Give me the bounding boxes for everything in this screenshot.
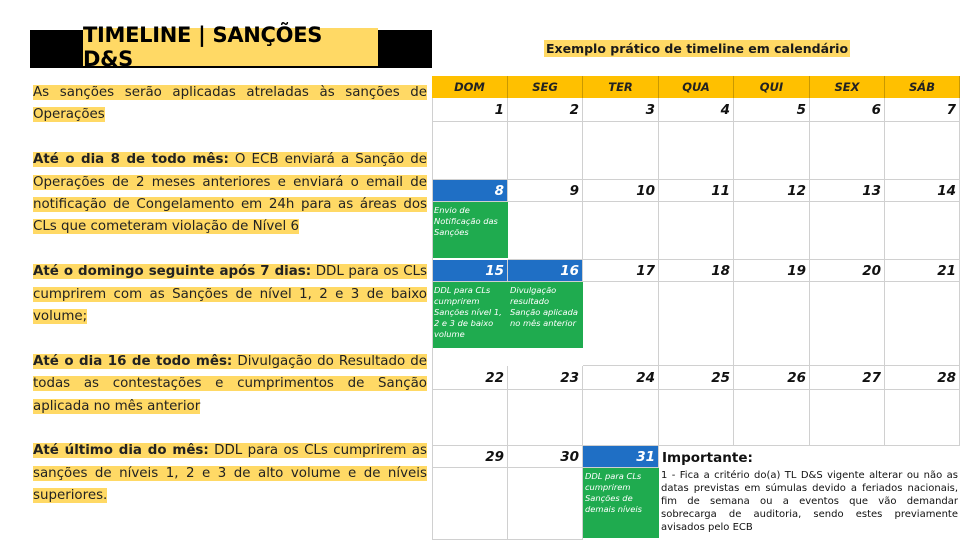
calendar-event: Envio de Notificação das Sanções: [432, 202, 508, 258]
calendar-day-cell: [885, 390, 960, 446]
calendar-day-cell: [659, 202, 734, 260]
weekday-header: SEX: [810, 76, 885, 98]
weekday-header: QUI: [734, 76, 810, 98]
calendar-day-number: 4: [659, 98, 734, 122]
rule-description: As sanções serão aplicadas atreladas às sanções de Operações: [33, 85, 427, 123]
calendar-day-cell: [734, 282, 810, 366]
important-title: Importante:: [662, 450, 753, 466]
rule-paragraph: [33, 82, 427, 127]
rule-highlight: [33, 264, 427, 324]
calendar-day-number: 14: [885, 180, 960, 202]
calendar-day-cell: [508, 390, 583, 446]
calendar-event: DDL para CLs cumprirem Sanções de demais níveis: [583, 468, 659, 538]
calendar-day-number: 10: [583, 180, 659, 202]
calendar-day-number: 9: [508, 180, 583, 202]
calendar-day-cell: [885, 122, 960, 180]
calendar-day-cell: [810, 390, 885, 446]
rule-description: Divulgação do Resultado de todas as contestações e cumprimentos de Sanção aplicada no mês anterior: [33, 353, 427, 414]
calendar-day-number: 6: [810, 98, 885, 122]
calendar-day-number: 19: [734, 260, 810, 282]
calendar-day-number: 8: [432, 180, 508, 202]
page-title: TIMELINE | SANÇÕES D&S: [83, 28, 378, 66]
rule-paragraph: [33, 261, 427, 328]
calendar-day-cell: [659, 282, 734, 366]
calendar-day-number: 22: [432, 366, 508, 390]
calendar-day-cell: [659, 390, 734, 446]
calendar-day-cell: [583, 282, 659, 366]
calendar-day-cell: [508, 122, 583, 180]
calendar-day-cell: [432, 390, 508, 446]
rule-paragraph: [33, 351, 427, 418]
rule-deadline: Até último dia do mês:: [33, 443, 209, 459]
calendar-title: Exemplo prático de timeline em calendário: [546, 41, 849, 56]
calendar-day-number: 27: [810, 366, 885, 390]
weekday-header: DOM: [432, 76, 508, 98]
calendar-day-number: 29: [432, 446, 508, 468]
calendar-day-cell: [734, 202, 810, 260]
calendar-day-cell: [810, 202, 885, 260]
calendar-day-number: 1: [432, 98, 508, 122]
calendar-day-cell: [583, 122, 659, 180]
calendar-day-cell: [810, 282, 885, 366]
calendar-day-cell: [885, 202, 960, 260]
calendar-day-number: 5: [734, 98, 810, 122]
calendar-day-number: 20: [810, 260, 885, 282]
calendar-day-cell: [810, 122, 885, 180]
weekday-header: SÁB: [885, 76, 960, 98]
calendar-day-number: 25: [659, 366, 734, 390]
calendar-day-cell: [432, 468, 508, 540]
calendar-day-number: 17: [583, 260, 659, 282]
calendar-day-number: 31: [583, 446, 659, 468]
rule-deadline: Até o domingo seguinte após 7 dias:: [33, 264, 312, 280]
important-text: 1 - Fica a critério do(a) TL D&S vigente alterar ou não as datas previstas em súmulas devido a feriados nacionais, fim de semana ou a eventos que vão demandar sobrecarga de auditoria, sendo estes previamente avisados pelo ECB: [661, 470, 958, 533]
calendar-day-number: 30: [508, 446, 583, 468]
calendar-day-cell: [885, 282, 960, 366]
rule-highlight: [33, 354, 427, 414]
calendar-border: [432, 98, 433, 540]
calendar-day-number: 15: [432, 260, 508, 282]
calendar-day-cell: [659, 122, 734, 180]
calendar-day-number: 3: [583, 98, 659, 122]
calendar-event: Divulgação resultado Sanção aplicada no mês anterior: [508, 282, 583, 348]
rule-paragraph: [33, 149, 427, 239]
calendar-day-cell: [583, 390, 659, 446]
rule-description: DDL para os CLs cumprirem as sanções de níveis 1, 2 e 3 de alto volume e de níveis superiores.: [33, 443, 427, 504]
calendar-day-number: 12: [734, 180, 810, 202]
calendar-day-cell: [508, 202, 583, 260]
rule-description: O ECB enviará a Sanção de Operações de 2 meses anteriores e enviará o email de notificação de Congelamento em 24h para as áreas dos CLs que cometeram violação de Nível 6: [33, 152, 427, 235]
calendar-day-number: 26: [734, 366, 810, 390]
rule-paragraph: [33, 440, 427, 507]
calendar-day-number: 13: [810, 180, 885, 202]
calendar-day-number: 21: [885, 260, 960, 282]
weekday-header: TER: [583, 76, 659, 98]
calendar-day-number: 7: [885, 98, 960, 122]
rules-text: [33, 82, 427, 508]
rule-deadline: Até o dia 16 de todo mês:: [33, 353, 233, 369]
calendar-day-number: 28: [885, 366, 960, 390]
calendar-day-cell: [583, 202, 659, 260]
calendar-day-number: 18: [659, 260, 734, 282]
calendar-day-number: 11: [659, 180, 734, 202]
calendar-day-number: 23: [508, 366, 583, 390]
rule-highlight: [33, 443, 427, 503]
rule-highlight: [33, 152, 427, 234]
weekday-header: QUA: [659, 76, 734, 98]
calendar-day-number: 2: [508, 98, 583, 122]
calendar-day-cell: [432, 122, 508, 180]
calendar-day-number: 24: [583, 366, 659, 390]
calendar-day-cell: [508, 468, 583, 540]
calendar-day-number: 16: [508, 260, 583, 282]
rule-description: DDL para os CLs cumprirem com as Sanções de nível 1, 2 e 3 de baixo volume;: [33, 264, 427, 325]
calendar-day-cell: [734, 122, 810, 180]
calendar-event: DDL para CLs cumprirem Sanções nível 1, 2 e 3 de baixo volume: [432, 282, 508, 348]
rule-highlight: [33, 85, 427, 122]
weekday-header: SEG: [508, 76, 583, 98]
calendar-day-cell: [734, 390, 810, 446]
rule-deadline: Até o dia 8 de todo mês:: [33, 152, 229, 168]
